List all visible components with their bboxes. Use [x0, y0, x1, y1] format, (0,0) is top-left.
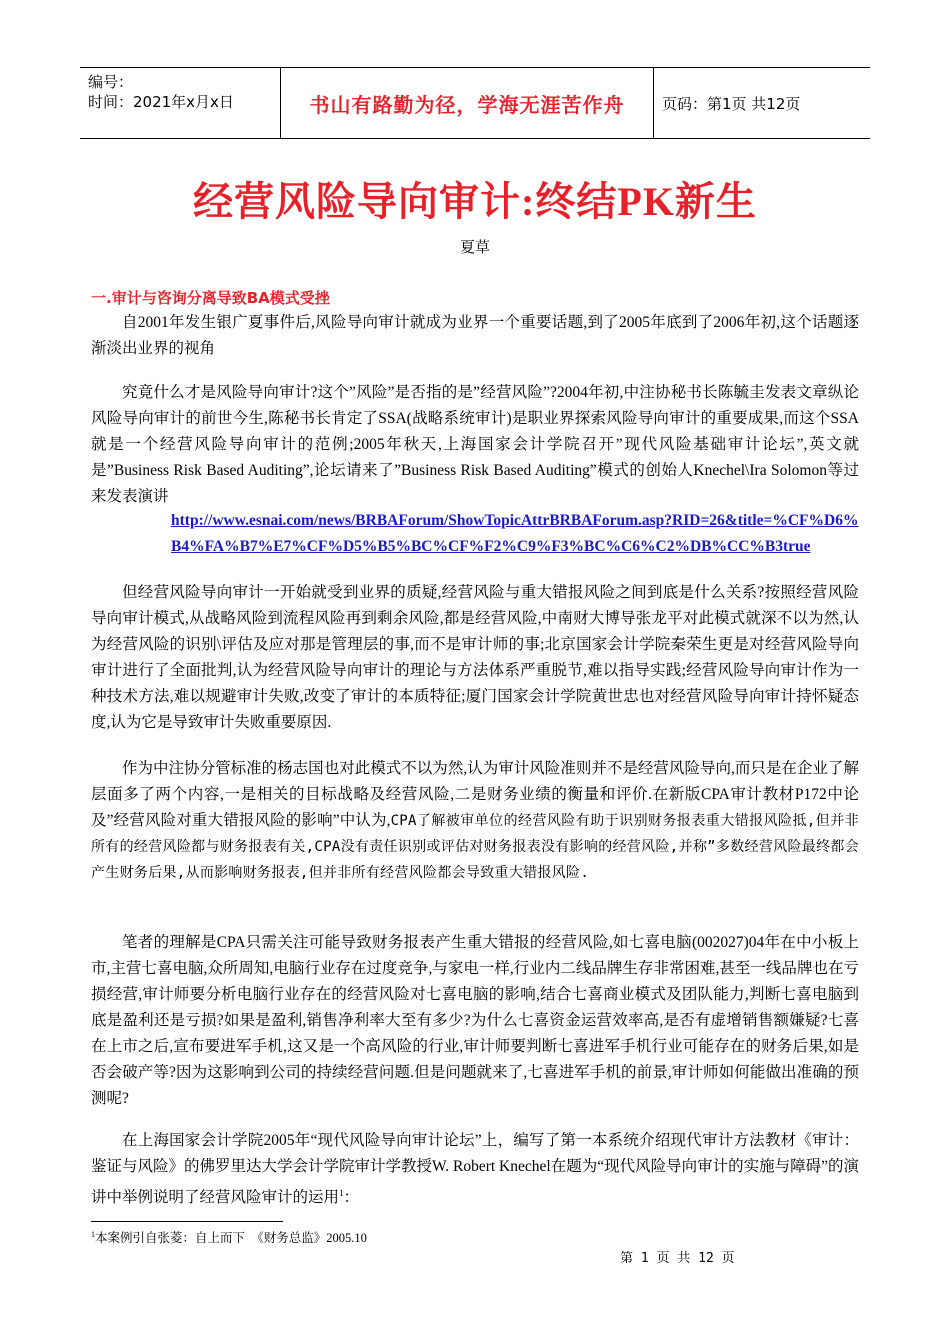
paragraph-3 [91, 580, 859, 736]
page-footer: 第 1 页 共 12 页 [620, 1251, 735, 1266]
forum-link-block [91, 508, 859, 560]
paragraph-text: 究竟什么才是风险导向审计?这个”风险”是否指的是”经营风险”?2004年初,中注协秘书长陈毓圭发表文章纵论风险导向审计的前世今生,陈秘书长肯定了SSA(战略系统审计)是职业界探索风险导向审计的重要成果,而这个SSA就是一个经营风险导向审计的范例;2005年秋天,上海国家会计学院召开”现代风险基础审计论坛”,英文就是”Business Risk Based Auditing”,论坛请来了”Business Risk Based Auditing”模式的创始人Knechel\Ira Solomon等过来发表演讲 [91, 384, 859, 505]
header-meta [80, 68, 281, 138]
footnote-text: 本案例引自张菱：自上而下 《财务总监》2005.10 [95, 1231, 367, 1245]
paragraph-text: 但经营风险导向审计一开始就受到业界的质疑,经营风险与重大错报风险之间到底是什么关系?按照经营风险导向审计模式,从战略风险到流程风险再到剩余风险,都是经营风险,中南财大博导张龙平对此模式就深不以为然,认为经营风险的识别\评估及应对那是管理层的事,而不是审计师的事;北京国家会计学院秦荣生更是对经营风险导向审计进行了全面批判,认为经营风险导向审计的理论与方法体系严重脱节,难以指导实践;经营风险导向审计作为一种技术方法,难以规避审计失败,改变了审计的本质特征;厦门国家会计学院黄世忠也对经营风险导向审计持怀疑态度,认为它是导致审计失败重要原因. [91, 584, 859, 731]
number-label: 编号： [88, 73, 134, 91]
paragraph-6-end: ： [343, 1189, 360, 1207]
paragraph-text-plain: 作为中注协分管标准的杨志国也对此模式不以为然,认为审计风险准则并不是经营风险导向,而只是在企业了解层面多了两个内容,一是相关的目标战略及经营风险,二是财务业绩的衡量和评价.在新版CPA审计教材P172中论及”经营风险对重大错报风险的影响”中认为, [91, 760, 859, 829]
section-heading: 一.审计与咨询分离导致BA模式受挫 [91, 289, 330, 307]
paragraph-text: 自2001年发生银广夏事件后,风险导向审计就成为业界一个重要话题,到了2005年底到了2006年初,这个话题逐渐淡出业界的视角 [91, 314, 859, 357]
header-page-info: 页码：第1页 共12页 [662, 94, 801, 113]
paragraph-6-main: 在上海国家会计学院2005年“现代风险导向审计论坛”上，编写了第一本系统介绍现代审计方法教材《审计：鉴证与风险》的佛罗里达大学会计学院审计学教授W. Robert Knechel在题为“现代风险导向审计的实施与障碍”的演讲中举例说明了经营风险审计的运用 [91, 1132, 859, 1207]
paragraph-text [91, 756, 859, 886]
paragraph-text-quote: CPA了解被审单位的经营风险有助于识别财务报表重大错报风险抵,但并非所有的经营风险都与财务报表有关,CPA没有责任识别或评估对财务报表没有影响的经营风险,并称”多数经营风险最终都会产生财务后果,从而影响财务报表,但并非所有经营风险都会导致重大错报风险. [91, 813, 859, 881]
paragraph-6 [91, 1128, 859, 1211]
time-label: 时间：2021年x月x日 [88, 93, 234, 111]
paragraph-5 [91, 930, 859, 1112]
document-title: 经营风险导向审计:终结PK新生 [193, 179, 757, 224]
author: 夏草 [459, 238, 490, 256]
footnote [91, 1228, 367, 1246]
paragraph-text [91, 1128, 859, 1211]
footnote-marker: 1 [91, 1229, 95, 1239]
paragraph-4 [91, 756, 859, 886]
forum-link[interactable]: http://www.esnai.com/news/BRBAForum/ShowTopicAttrBRBAForum.asp?RID=26&title=%CF%D6%B4%FA%B7%E7%CF%D5%B5%BC%CF%F2%C9%F3%BC%C6%C2%DB%CC%B3true [171, 512, 859, 555]
paragraph-text: 笔者的理解是CPA只需关注可能导致财务报表产生重大错报的经营风险,如七喜电脑(002027)04年在中小板上市,主营七喜电脑,众所周知,电脑行业存在过度竞争,与家电一样,行业内二线品牌生存非常困难,甚至一线品牌也在亏损经营,审计师要分析电脑行业存在的经营风险对七喜电脑的影响,结合七喜商业模式及团队能力,判断七喜电脑到底是盈利还是亏损?如果是盈利,销售净利率大至有多少?为什么七喜资金运营效率高,是否有虚增销售额嫌疑?七喜在上市之后,宣布要进军手机,这又是一个高风险的行业,审计师要判断七喜进军手机行业可能存在的财务后果,如是否会破产等?因为这影响到公司的持续经营问题.但是问题就来了,七喜进军手机的前景,审计师如何能做出准确的预测呢? [91, 934, 859, 1107]
footnote-divider [91, 1221, 283, 1222]
header-motto: 书山有路勤为径，学海无涯苦作舟 [281, 68, 654, 138]
paragraph-1 [91, 310, 859, 362]
paragraph-2 [91, 380, 859, 510]
page-header [80, 67, 870, 139]
footnote-ref[interactable]: 1 [339, 1188, 344, 1198]
